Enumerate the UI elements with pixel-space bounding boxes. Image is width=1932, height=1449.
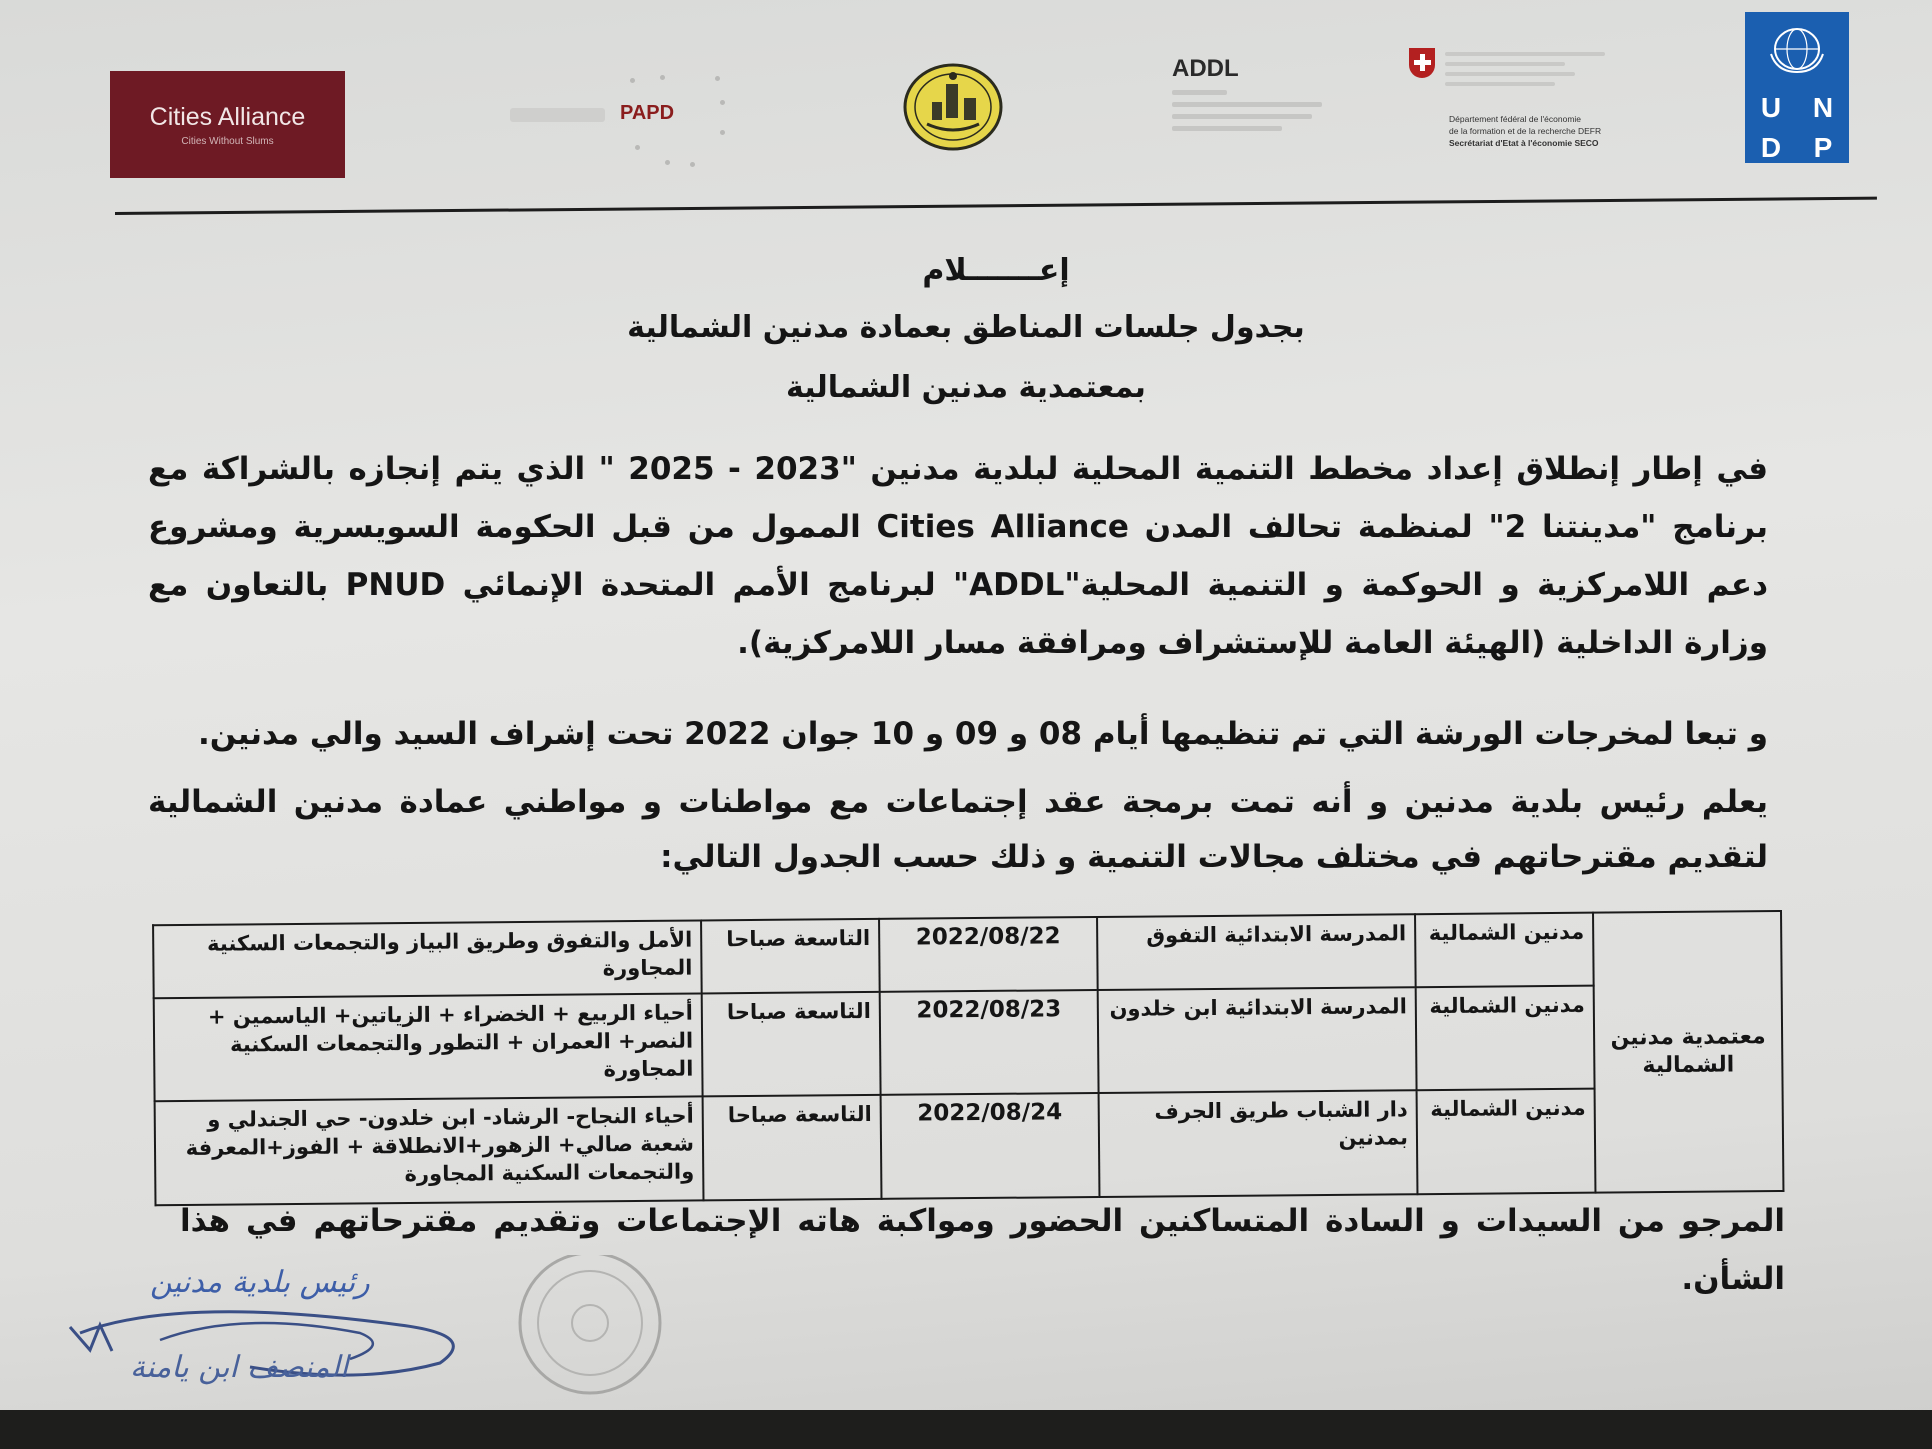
pap-name: PAPD: [620, 102, 675, 124]
undp-letter: N: [1812, 92, 1834, 123]
table-row: [154, 984, 1783, 1102]
closing-paragraph: المرجو من السيدات و السادة المتساكنين الحضور ومواكبة هاته الإجتماعات وتقديم مقترحاتهم في هذا الشأن.: [180, 1203, 1785, 1297]
location-cell: المدرسة الابتدائية التفوق: [1097, 914, 1416, 990]
undp-letter: D: [1760, 132, 1782, 163]
pap-dot: [690, 162, 695, 167]
pap-dot: [665, 160, 670, 165]
meeting-schedule-table: [152, 910, 1784, 1206]
municipality-seal-icon: [902, 62, 1004, 152]
document-subtitle-2: بمعتمدية مدنين الشمالية: [786, 370, 1146, 405]
date-cell: 2022/08/24: [881, 1093, 1100, 1199]
pap-logo: [500, 70, 730, 170]
intro-paragraph: في إطار إنطلاق إعداد مخطط التنمية المحلية لبلدية مدنين "2023 - 2025 " الذي يتم إنجازه بالشراكة مع برنامج "مدينتنا 2" لمنظمة تحالف المدن Cities Alliance الممول من قبل الحكومة السويسرية ومشروع دعم اللامركزية و الحوكمة و التنمية المحلية"ADDL" لبرنامج الأمم المتحدة الإنمائي PNUD بالتعاون مع وزارة الداخلية (الهيئة العامة للإستشراف ومرافقة مسار اللامركزية).: [148, 451, 1769, 661]
time-cell: التاسعة صباحا: [702, 992, 881, 1097]
district-cell: مدنين الشمالية: [1417, 1089, 1596, 1194]
header-divider: [115, 197, 1877, 215]
pap-dot: [720, 100, 725, 105]
undp-letter: U: [1760, 92, 1782, 123]
location-cell: المدرسة الابتدائية ابن خلدون: [1098, 987, 1417, 1093]
addl-faint-line: [1172, 126, 1282, 131]
undp-letter: P: [1813, 132, 1833, 163]
addl-faint-line: [1172, 102, 1322, 107]
time-cell: التاسعة صباحا: [701, 919, 880, 993]
announcement-paragraph: يعلم رئيس بلدية مدنين و أنه تمت برمجة عقد إجتماعات مع مواطنات و مواطني عمادة مدنين الشمالية لتقديم مقترحاتهم في مختلف مجالات التنمية و ذلك حسب الجدول التالي:: [148, 784, 1768, 875]
signatory-name: المنصف ابن يامنة: [130, 1350, 349, 1385]
swiss-faint-line: [1445, 82, 1555, 86]
undp-logo: [1745, 12, 1849, 163]
pap-dot: [635, 145, 640, 150]
addl-faint-line: [1172, 90, 1227, 95]
swiss-faint-line: [1445, 62, 1565, 66]
date-cell: 2022/08/22: [879, 917, 1098, 992]
cities-alliance-name: Cities Alliance: [149, 102, 306, 131]
signature-block: [60, 1255, 700, 1415]
addl-faint-line: [1172, 114, 1312, 119]
pap-dot: [715, 76, 720, 81]
un-emblem-icon: [1767, 24, 1827, 74]
addl-name: ADDL: [1172, 55, 1239, 82]
municipality-cell: معتمدية مدنين الشمالية: [1593, 911, 1783, 1193]
signatory-role: رئيس بلدية مدنين: [150, 1265, 370, 1300]
swiss-cross-icon: [1409, 48, 1435, 78]
pap-dot: [630, 78, 635, 83]
time-cell: التاسعة صباحا: [703, 1095, 882, 1200]
workshop-paragraph: و تبعا لمخرجات الورشة التي تم تنظيمها أيام 08 و 09 و 10 جوان 2022 تحت إشراف السيد والي مدنين.: [198, 716, 1768, 752]
swiss-confederation-logo: [1405, 48, 1645, 158]
date-cell: 2022/08/23: [880, 990, 1099, 1096]
swiss-seco: Secrétariat d'Etat à l'économie SECO: [1449, 138, 1599, 148]
pap-dot: [720, 130, 725, 135]
pap-dot: [660, 75, 665, 80]
swiss-faint-line: [1445, 72, 1575, 76]
cities-alliance-tagline: Cities Without Slums: [181, 135, 274, 147]
swiss-dept-line2: de la formation et de la recherche DEFR: [1449, 126, 1602, 136]
addl-logo: [1172, 55, 1342, 155]
document-subtitle: بجدول جلسات المناطق بعمادة مدنين الشمالية: [627, 310, 1305, 345]
swiss-dept-line1: Département fédéral de l'économie: [1449, 114, 1582, 124]
undp-letters: [1745, 92, 1849, 164]
location-cell: دار الشباب طريق الجرف بمدنين: [1099, 1091, 1418, 1197]
dark-bottom-edge: [0, 1410, 1932, 1449]
district-cell: مدنين الشمالية: [1415, 913, 1594, 987]
cities-alliance-logo: [110, 71, 345, 178]
areas-cell: أحياء النجاح- الرشاد- ابن خلدون- حي الجندلي و شعبة صالي+ الزهور+الانطلاقة + الفوز+المعرفة والتجمعات السكنية المجاورة: [155, 1097, 704, 1205]
table-row: [155, 1087, 1784, 1205]
pap-faint-text: [510, 108, 605, 122]
document-title: إعـــــــلام: [922, 253, 1070, 288]
areas-cell: أحياء الربيع + الخضراء + الزياتين+ الياسمين + النصر+ العمران + التطور والتجمعات السكنية المجاورة: [154, 993, 703, 1101]
areas-cell: الأمل والتفوق وطريق البياز والتجمعات السكنية المجاورة: [153, 920, 702, 998]
district-cell: مدنين الشمالية: [1416, 985, 1595, 1090]
swiss-faint-line: [1445, 52, 1605, 56]
